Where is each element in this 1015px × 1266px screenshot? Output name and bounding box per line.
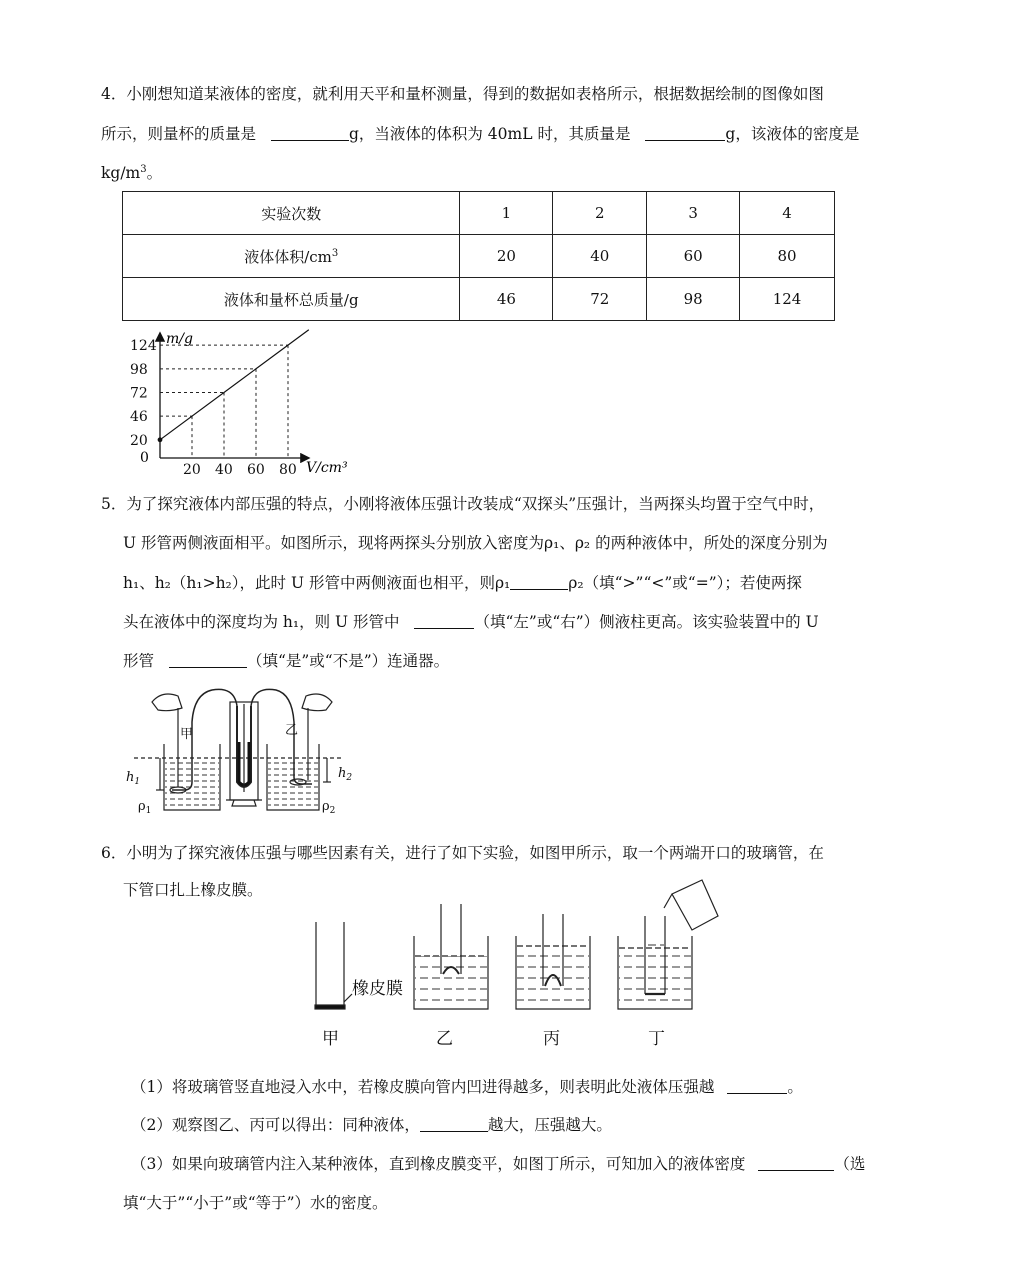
q4-unit: kg/m <box>101 164 141 182</box>
x-tick-label: 40 <box>215 462 233 478</box>
q4-blank-mass-40ml[interactable] <box>645 126 725 141</box>
beaker-yi <box>414 904 488 1009</box>
beaker-left-label: 甲 <box>180 727 194 742</box>
table-cell: 实验次数 <box>123 192 460 235</box>
y-tick-label: 72 <box>130 385 148 402</box>
table-cell: 4 <box>740 192 835 235</box>
beaker-ding <box>618 880 718 1009</box>
q4-line3-end: 。 <box>146 164 163 182</box>
volume-label: 液体体积/cm <box>244 247 332 266</box>
x-tick-label: 60 <box>247 462 265 478</box>
y-tick-label: 46 <box>130 409 148 426</box>
table-cell: 3 <box>647 192 740 235</box>
q6-sub2-end: 越大，压强越大。 <box>487 1116 612 1134</box>
h1-label: $h_1$ <box>126 770 141 787</box>
q5-blank-connector[interactable] <box>169 653 247 668</box>
volume-label-exp: 3 <box>331 247 339 259</box>
q6-sub3-end: （选 <box>834 1155 866 1173</box>
q6-line1: 6．小明为了探究液体压强与哪些因素有关，进行了如下实验，如图甲所示，取一个两端开口的玻璃管，在 <box>101 844 824 862</box>
q6-sub3-text: （3）如果向玻璃管内注入某种液体，直到橡皮膜变平，如图丁所示，可知加入的液体密度 <box>131 1155 746 1173</box>
x-tick-label: 20 <box>183 462 201 478</box>
y-tick-label: 124 <box>130 338 157 355</box>
q6-sub3-line2: 填“大于”“小于”或“等于”）水的密度。 <box>123 1194 388 1212</box>
q6-blank-density[interactable] <box>758 1156 834 1171</box>
u-tube <box>226 702 262 806</box>
q5-text-a: h₁、h₂（h₁>h₂），此时 U 形管中两侧液面也相平，则ρ₁ <box>123 574 511 592</box>
q4-line2 <box>101 124 859 144</box>
q5-line4 <box>123 612 819 632</box>
q5-text-f: （填“是”或“不是”）连通器。 <box>246 652 450 670</box>
table-cell: 20 <box>460 235 553 278</box>
q5-text-d: （填“左”或“右”）侧液柱更高。该实验装置中的 U <box>474 613 819 631</box>
table-cell: 124 <box>740 278 835 321</box>
y-tick-label: 20 <box>130 432 148 449</box>
origin-label: 0 <box>140 450 149 466</box>
tube-jia <box>315 922 352 1009</box>
q6-glass-tube-figure <box>300 874 740 1050</box>
h2-label: $h_2$ <box>338 766 353 783</box>
q5-blank-rho-compare[interactable] <box>510 575 568 590</box>
data-point-start <box>158 437 163 442</box>
q4-text-c: g，该液体的密度是 <box>725 125 860 143</box>
table-cell: 60 <box>647 235 740 278</box>
q5-line1: 5．为了探究液体内部压强的特点，小刚将液体压强计改装成“双探头”压强计，当两探头均置于空气中时， <box>101 495 825 513</box>
q4-text-a: 所示，则量杯的质量是 <box>101 125 257 143</box>
beaker-right-label: 乙 <box>285 723 299 738</box>
q4-line3 <box>101 163 162 183</box>
table-cell <box>123 235 460 278</box>
q6-line2: 下管口扎上橡皮膜。 <box>123 881 263 899</box>
beaker-bing <box>516 914 590 1009</box>
right-beaker <box>267 744 319 810</box>
q4-data-table <box>122 191 835 321</box>
fig-label-jia: 甲 <box>322 1029 339 1049</box>
fig-label-yi: 乙 <box>436 1029 453 1049</box>
table-cell: 40 <box>553 235 647 278</box>
q6-sub1-text: （1）将玻璃管竖直地浸入水中，若橡皮膜向管内凹进得越多，则表明此处液体压强越 <box>131 1078 715 1096</box>
q5-text-c: 头在液体中的深度均为 h₁，则 U 形管中 <box>123 613 400 631</box>
fig-label-ding: 丁 <box>648 1029 665 1049</box>
membrane-label: 橡皮膜 <box>352 979 403 999</box>
q5-text-e: 形管 <box>123 652 155 670</box>
q4-line1: 4．小刚想知道某液体的密度，就利用天平和量杯测量，得到的数据如表格所示，根据数据绘制的图像如图 <box>101 85 824 103</box>
q6-sub1-end: 。 <box>787 1078 803 1096</box>
table-row <box>123 278 835 321</box>
pouring-cup-icon <box>664 880 718 930</box>
q4-mass-volume-chart <box>120 326 370 478</box>
q6-blank-depth[interactable] <box>420 1117 488 1132</box>
x-axis-label: V/cm³ <box>306 460 348 476</box>
table-cell: 72 <box>553 278 647 321</box>
q5-line2: U 形管两侧液面相平。如图所示，现将两探头分别放入密度为ρ₁、ρ₂ 的两种液体中，所处的深度分别为 <box>123 534 828 552</box>
table-cell: 46 <box>460 278 553 321</box>
q6-blank-pressure[interactable] <box>727 1079 787 1094</box>
q5-blank-side[interactable] <box>414 614 474 629</box>
table-cell: 1 <box>460 192 553 235</box>
fig-label-bing: 丙 <box>543 1029 560 1049</box>
table-cell: 液体和量杯总质量/g <box>123 278 460 321</box>
y-tick-label: 98 <box>130 361 148 378</box>
table-cell: 98 <box>647 278 740 321</box>
q4-text-b: g，当液体的体积为 40mL 时，其质量是 <box>348 125 631 143</box>
table-row <box>123 192 835 235</box>
q5-pressure-gauge-figure <box>122 682 362 822</box>
x-tick-label: 80 <box>279 462 297 478</box>
q6-sub2 <box>131 1115 612 1135</box>
right-hand-icon <box>302 694 332 711</box>
table-row <box>123 235 835 278</box>
rho1-label: $\rho_1$ <box>138 799 152 816</box>
q6-sub2-text: （2）观察图乙、丙可以得出：同种液体， <box>131 1116 420 1134</box>
q5-line5 <box>123 651 449 671</box>
table-cell: 2 <box>553 192 647 235</box>
q5-line3 <box>123 573 802 593</box>
q6-sub3 <box>131 1154 865 1174</box>
table-cell: 80 <box>740 235 835 278</box>
q6-sub1 <box>131 1077 803 1097</box>
rho2-label: $\rho_2$ <box>322 799 336 816</box>
q4-blank-cup-mass[interactable] <box>271 126 349 141</box>
y-axis-label: m/g <box>166 331 193 347</box>
q5-text-b: ρ₂（填“>”“<”或“=”）；若使两探 <box>568 574 802 592</box>
q4-unit-exp: 3 <box>140 163 147 175</box>
